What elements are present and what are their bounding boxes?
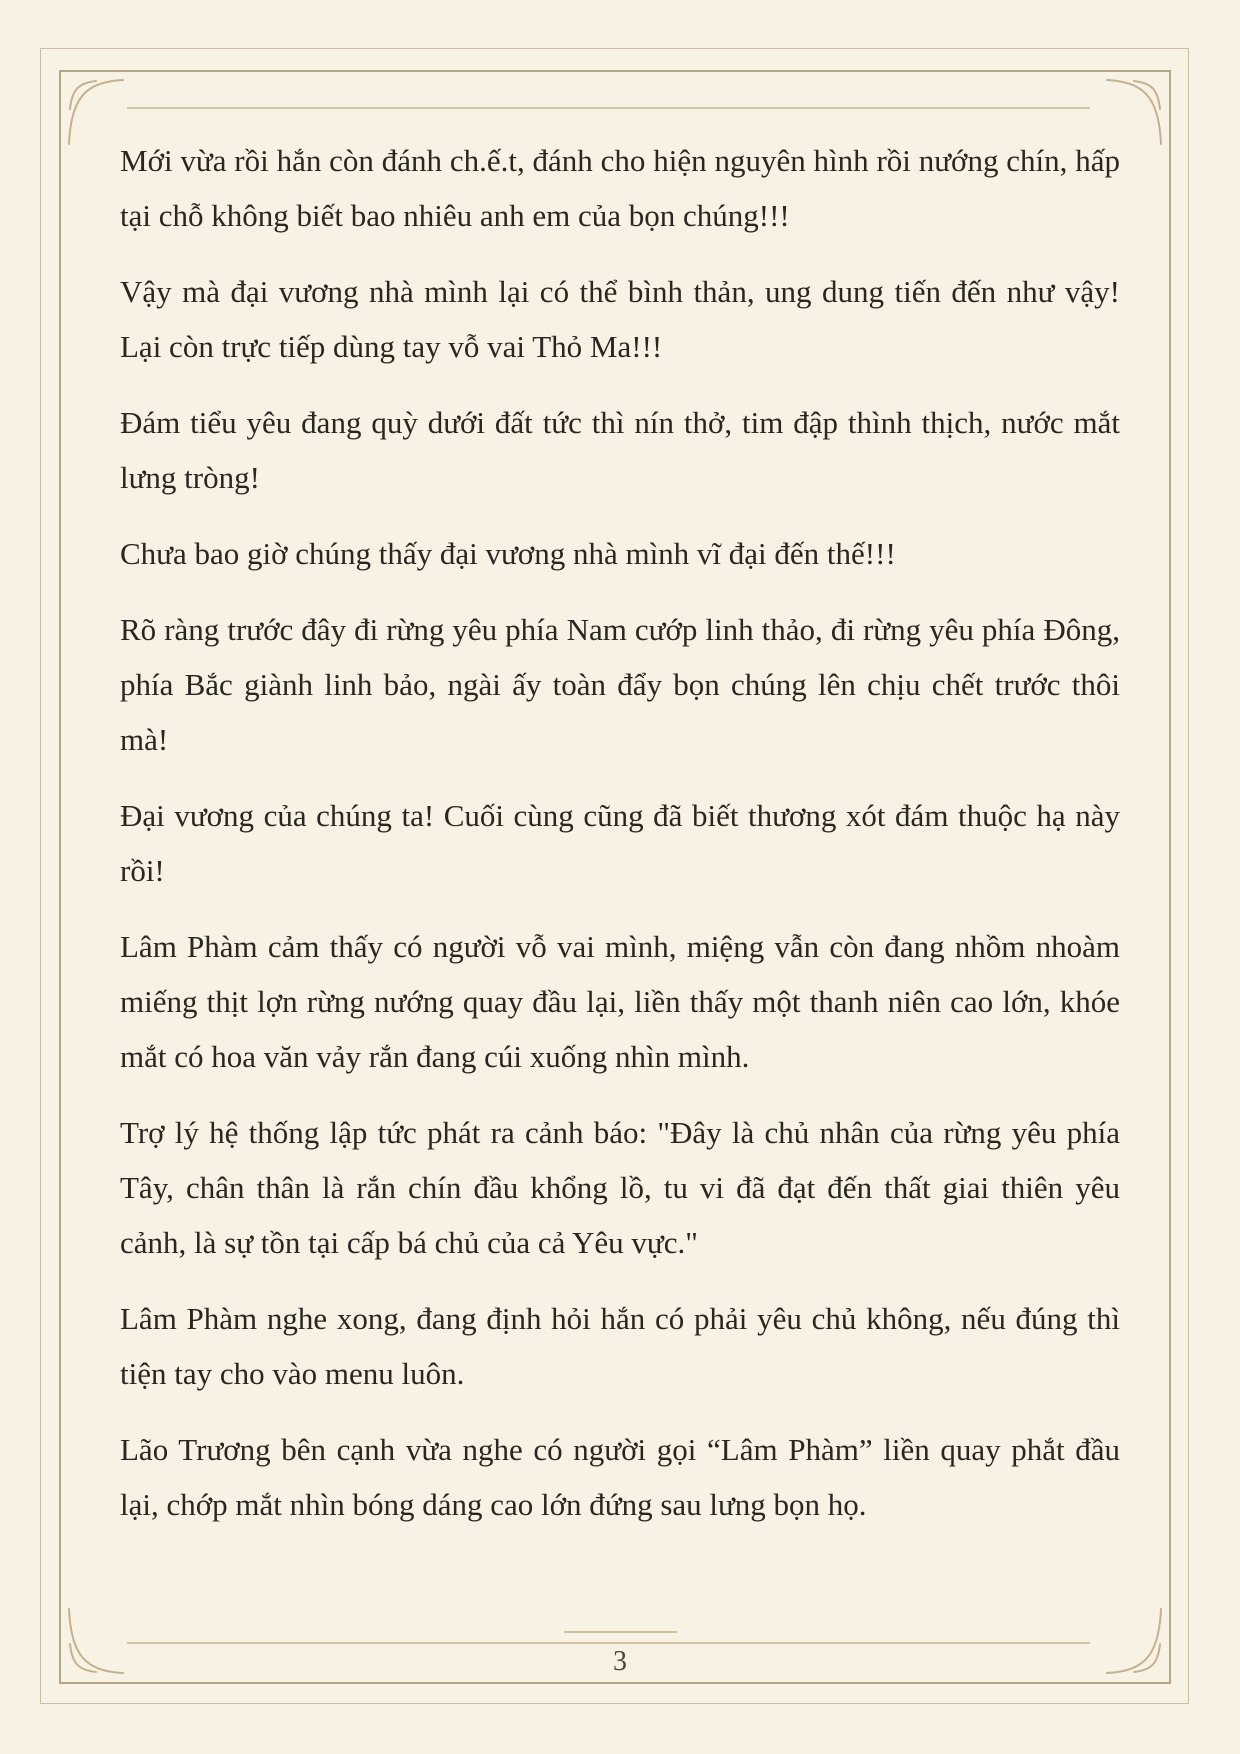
corner-flourish-top-left-icon — [66, 77, 126, 147]
header-rule — [127, 107, 1090, 109]
footer-tick-rule — [564, 1631, 677, 1633]
paragraph: Lâm Phàm cảm thấy có người vỗ vai mình, miệng vẫn còn đang nhồm nhoàm miếng thịt lợn rừng nướng quay đầu lại, liền thấy một thanh niên cao lớn, khóe mắt có hoa văn vảy rắn đang cúi xuống nhìn mình. — [120, 929, 1120, 1074]
paragraph: Đám tiểu yêu đang quỳ dưới đất tức thì nín thở, tim đập thình thịch, nước mắt lưng tròng! — [120, 405, 1120, 495]
paragraph: Đại vương của chúng ta! Cuối cùng cũng đã biết thương xót đám thuộc hạ này rồi! — [120, 798, 1120, 888]
paragraph: Rõ ràng trước đây đi rừng yêu phía Nam cướp linh thảo, đi rừng yêu phía Đông, phía Bắc giành linh bảo, ngài ấy toàn đẩy bọn chúng lên chịu chết trước thôi mà! — [120, 612, 1120, 757]
paragraph: Chưa bao giờ chúng thấy đại vương nhà mình vĩ đại đến thế!!! — [120, 536, 896, 571]
paragraph: Mới vừa rồi hắn còn đánh ch.ế.t, đánh cho hiện nguyên hình rồi nướng chín, hấp tại chỗ không biết bao nhiêu anh em của bọn chúng!!! — [120, 143, 1120, 233]
footer-rule — [127, 1642, 1090, 1644]
paragraph: Trợ lý hệ thống lập tức phát ra cảnh báo: "Đây là chủ nhân của rừng yêu phía Tây, chân thân là rắn chín đầu khổng lồ, tu vi đã đạt đến thất giai thiên yêu cảnh, là sự tồn tại cấp bá chủ của cả Yêu vực." — [120, 1115, 1120, 1260]
page-text — [120, 133, 1120, 1553]
paragraph: Vậy mà đại vương nhà mình lại có thể bình thản, ung dung tiến đến như vậy! Lại còn trực tiếp dùng tay vỗ vai Thỏ Ma!!! — [120, 274, 1120, 364]
paragraph: Lâm Phàm nghe xong, đang định hỏi hắn có phải yêu chủ không, nếu đúng thì tiện tay cho vào menu luôn. — [120, 1301, 1120, 1391]
paragraph: Lão Trương bên cạnh vừa nghe có người gọi “Lâm Phàm” liền quay phắt đầu lại, chớp mắt nhìn bóng dáng cao lớn đứng sau lưng bọn họ. — [120, 1432, 1120, 1522]
page-number: 3 — [613, 1646, 627, 1677]
